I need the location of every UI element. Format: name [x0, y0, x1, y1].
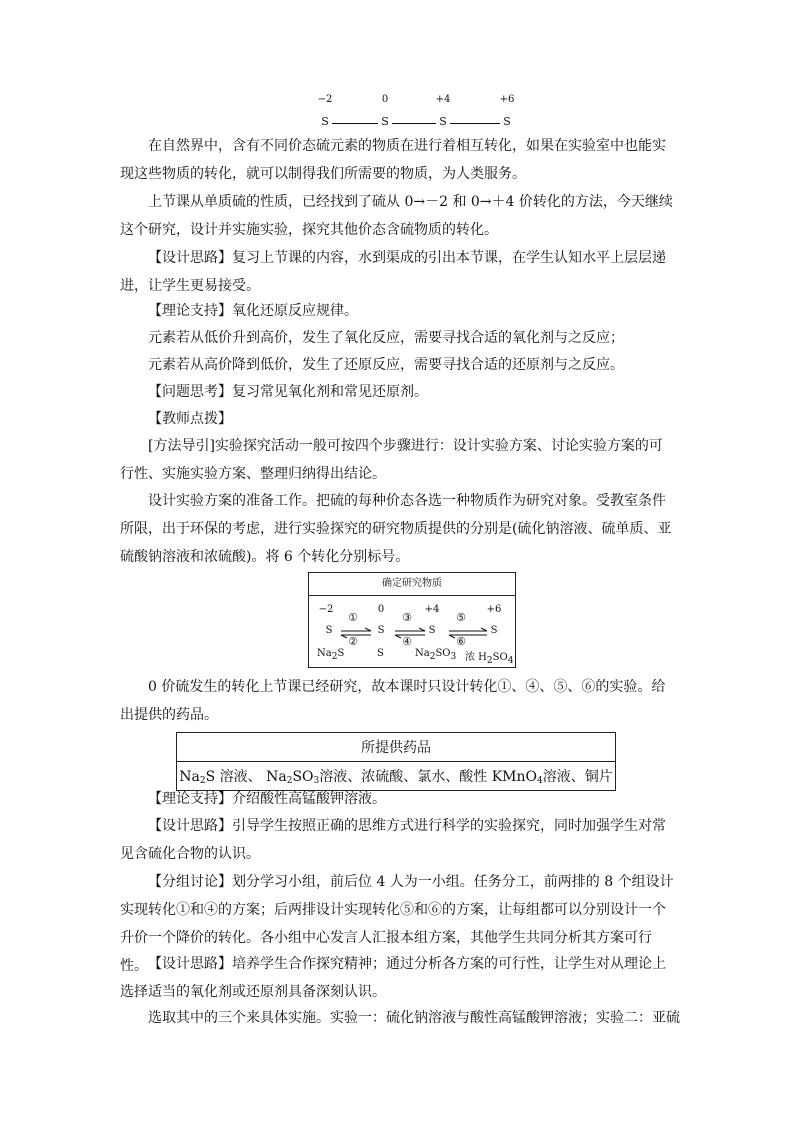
paragraph — [120, 812, 676, 868]
ox-state-minus2: −2 — [317, 94, 333, 105]
connector-line — [450, 123, 500, 124]
section-label: 【理论支持】 — [148, 303, 232, 319]
paragraph-text: 复习常见氧化剂和常见还原剂。 — [232, 384, 428, 400]
paragraph — [120, 785, 676, 813]
sulfur-symbol: S — [321, 115, 329, 128]
arrow-label-6: ⑥ — [456, 635, 466, 648]
paragraph: 0 价硫发生的转化上节课已经研究，故本课时只设计转化①、④、⑤、⑥的实验。给出提供的药品。 — [120, 679, 666, 723]
reverse-arrow-icon — [449, 635, 487, 638]
paragraph-text: 培养学生合作探究精神；通过分析各方案的可行性，让学生对从理论上选择适当的氧化剂或还原剂具备深刻认识。 — [120, 956, 666, 1000]
paragraph: 元素若从低价升到高价，发生了氧化反应，需要寻找合适的氧化剂与之反应； — [148, 330, 624, 346]
arrow-label-4: ④ — [402, 635, 412, 648]
box-sulfur: S — [377, 625, 385, 636]
paragraph — [120, 297, 676, 325]
box-ox-state: +4 — [424, 604, 440, 615]
sulfur-symbol: S — [381, 115, 389, 128]
forward-arrow-icon — [395, 628, 425, 631]
paragraph: 设计实验方案的准备工作。把硫的每种价态各选一种物质作为研究对象。受教室条件所限，出于环保的考虑，进行实验探究的研究物质提供的分别是(硫化钠溶液、硫单质、亚硫酸钠溶液和浓硫酸)。将 6 个转化分别标号。 — [120, 493, 672, 565]
compound-s: S — [377, 648, 384, 659]
paragraph-text: 引导学生按照正确的思维方式进行科学的实验探究，同时加强学生对常见含硫化合物的认识。 — [120, 818, 666, 862]
research-substances-box — [308, 572, 516, 668]
oxidation-states-row — [310, 94, 520, 108]
reverse-arrow-icon — [395, 635, 425, 638]
connector-line — [332, 123, 378, 124]
table-row — [177, 733, 616, 762]
arrow-label-3: ③ — [402, 611, 412, 624]
paragraph: [方法导引]实验探究活动一般可按四个步骤进行：设计实验方案、讨论实验方案的可行性、实施实验方案、整理归纳得出结论。 — [120, 438, 663, 482]
box-title: 确定研究物质 — [309, 573, 515, 596]
compound-na2s: $Na_2S$ — [317, 648, 345, 662]
section-label: 【理论支持】 — [148, 791, 232, 807]
table-cell: $Na_2S$ 溶液、 $Na_2SO_3$溶液、浓硫酸、氯水、酸性 KMnO$_4$溶液、铜片 — [177, 762, 616, 791]
section-label: 【问题思考】 — [148, 384, 232, 400]
box-ox-state: +6 — [486, 604, 502, 615]
compound-conc-h2so4: 浓 $H_2SO_4$ — [465, 652, 514, 666]
paragraph — [120, 244, 676, 300]
reverse-arrow-icon — [341, 635, 371, 638]
paragraph — [120, 378, 676, 406]
table-header-cell: 所提供药品 — [177, 733, 616, 762]
box-ox-state: −2 — [318, 604, 334, 615]
sulfur-symbol: S — [439, 115, 447, 128]
ox-state-plus4: +4 — [435, 94, 451, 105]
box-ox-state: 0 — [377, 604, 385, 615]
paragraph: 选取其中的三个来具体实施。实验一：硫化钠溶液与酸性高锰酸钾溶液；实验二：亚硫 — [148, 1010, 680, 1026]
paragraph: 【教师点拨】 — [148, 411, 232, 427]
sulfur-symbol: S — [503, 115, 511, 128]
section-label: 【设计思路】 — [148, 818, 232, 834]
section-label: 【设计思路】 — [148, 250, 232, 266]
arrow-label-2: ② — [348, 635, 358, 648]
paragraph-text: 介绍酸性高锰酸钾溶液。 — [232, 791, 386, 807]
paragraph — [120, 950, 676, 1006]
compound-na2so3: $Na_2SO_3$ — [415, 648, 457, 662]
arrow-label-1: ① — [348, 611, 358, 624]
connector-line — [392, 123, 436, 124]
box-sulfur: S — [428, 625, 436, 636]
box-sulfur: S — [325, 625, 333, 636]
section-label: 【设计思路】 — [148, 956, 232, 972]
paragraph: 上节课从单质硫的性质，已经找到了硫从 0→－2 和 0→＋4 价转化的方法，今天继续这个研究，设计并实施实验，探究其他价态含硫物质的转化。 — [120, 194, 673, 238]
paragraph-text: 复习上节课的内容，水到渠成的引出本节课，在学生认知水平上层层递进，让学生更易接受。 — [120, 250, 666, 294]
paragraph: 元素若从高价降到低价，发生了还原反应，需要寻找合适的还原剂与之反应。 — [148, 357, 624, 373]
paragraph-text: 氧化还原反应规律。 — [232, 303, 358, 319]
arrow-label-5: ⑤ — [456, 611, 466, 624]
ox-state-0: 0 — [381, 94, 389, 105]
forward-arrow-icon — [341, 628, 371, 631]
ox-state-plus6: +6 — [499, 94, 515, 105]
paragraph-text: 划分学习小组，前后位 4 人为一小组。任务分工，前两排的 8 个组设计实现转化①和④的方案；后两排设计实现转化⑤和⑥的方案，让每组都可以分别设计一个升价一个降价的转化。各小组中心发言人汇报本组方案，其他学生共同分析其方案可行性。 — [120, 874, 674, 974]
paragraph: 在自然界中，含有不同价态硫元素的物质在进行着相互转化，如果在实验室中也能实现这些物质的转化，就可以制得我们所需要的物质，为人类服务。 — [120, 138, 666, 182]
section-label: 【分组讨论】 — [148, 874, 232, 890]
forward-arrow-icon — [449, 628, 487, 631]
reagents-table — [176, 732, 616, 791]
box-sulfur: S — [490, 625, 498, 636]
